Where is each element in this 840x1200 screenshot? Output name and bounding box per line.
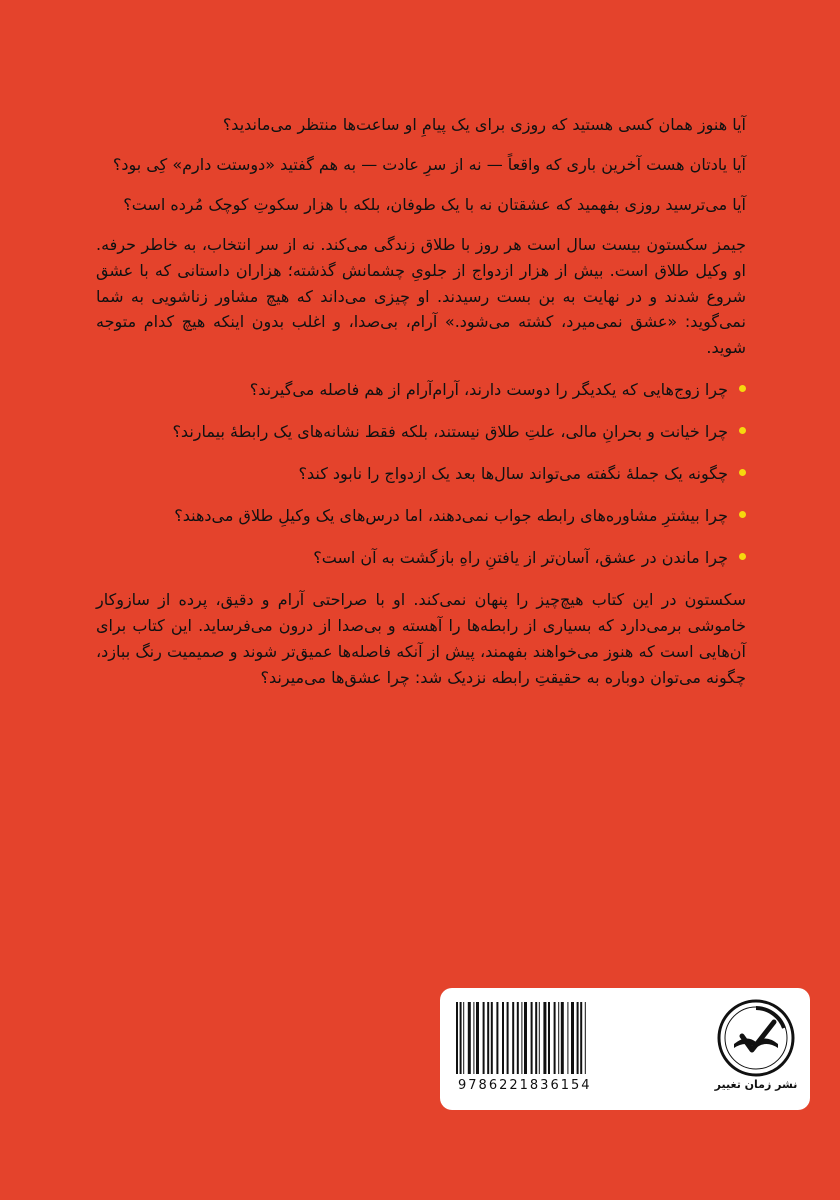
list-item bbox=[96, 461, 746, 487]
barcode-bar bbox=[473, 1002, 474, 1074]
back-cover-text bbox=[96, 112, 746, 706]
barcode-bar bbox=[463, 1002, 464, 1074]
publisher-name: نشر زمان تغییر bbox=[714, 1078, 798, 1091]
barcode-bar bbox=[491, 1002, 493, 1074]
barcode-bar bbox=[487, 1002, 489, 1074]
barcode-bar bbox=[468, 1002, 471, 1074]
question-list bbox=[96, 377, 746, 571]
barcode-bar bbox=[521, 1002, 522, 1074]
barcode-bar bbox=[456, 1002, 458, 1074]
list-item-text: چرا خیانت و بحرانِ مالی، علتِ طلاق نیستند، بلکه فقط نشانه‌های یک رابطه‌ٔ بیمارند؟ bbox=[172, 422, 728, 442]
barcode-bar bbox=[561, 1002, 564, 1074]
book-description: جیمز سکستون بیست سال است هر روز با طلاق زندگی می‌کند. نه از سر انتخاب، به خاطر حرفه. او وکیل طلاق است. بیش از هزار ازدواج از جلویِ چشمانش گذشته؛ هزاران داستانی که با عشق شروع شدند و در نهایت به بن بست رسیدند. او چیزی می‌داند که هیچ مشاور زناشویی به شما نمی‌گوید: «عشق نمی‌میرد، کشته می‌شود.» آرام، بی‌صدا، و اغلب بدون اینکه هیچ کدام متوجه شوید. bbox=[96, 234, 746, 358]
barcode-bar bbox=[580, 1002, 582, 1074]
barcode-bar bbox=[502, 1002, 504, 1074]
list-item-text: چرا زوج‌هایی که یکدیگر را دوست دارند، آرام‌آرام از هم فاصله می‌گیرند؟ bbox=[249, 380, 728, 400]
barcode-bar bbox=[567, 1002, 568, 1074]
barcode-bar bbox=[543, 1002, 546, 1074]
barcode-bar bbox=[585, 1002, 586, 1074]
barcode-bar bbox=[517, 1002, 519, 1074]
bullet-icon bbox=[739, 511, 746, 518]
barcode-bar bbox=[483, 1002, 485, 1074]
barcode-bar bbox=[539, 1002, 540, 1074]
barcode-bar bbox=[535, 1002, 537, 1074]
barcode-bar bbox=[476, 1002, 479, 1074]
list-item-text: چگونه یک جملهٔ نگفته می‌تواند سال‌ها بعد یک ازدواج را نابود کند؟ bbox=[298, 464, 728, 484]
barcode-bar bbox=[460, 1002, 462, 1074]
list-item bbox=[96, 503, 746, 529]
barcode-bar bbox=[496, 1002, 498, 1074]
list-item bbox=[96, 377, 746, 403]
barcode-panel bbox=[440, 988, 810, 1110]
barcode-bar bbox=[531, 1002, 533, 1074]
list-item bbox=[96, 545, 746, 571]
barcode-bar bbox=[554, 1002, 556, 1074]
barcode-bar bbox=[558, 1002, 559, 1074]
bullet-icon bbox=[739, 553, 746, 560]
list-item bbox=[96, 419, 746, 445]
barcode-bar bbox=[512, 1002, 514, 1074]
list-item-text: چرا ماندن در عشق، آسان‌تر از یافتنِ راهِ بازگشت به آن است؟ bbox=[313, 547, 728, 567]
barcode-bar bbox=[524, 1002, 527, 1074]
closing-paragraph: سکستون در این کتاب هیچ‌چیز را پنهان نمی‌کند. او با صراحتی آرام و دقیق، پرده از سازوکار خاموشی برمی‌دارد که بسیاری از رابطه‌ها را آهسته و بی‌صدا از درون می‌فرساید. این کتاب برای آن‌هایی است که هنوز می‌خواهند بفهمند، پیش از آنکه فاصله‌ها عمیق‌تر شوند و صمیمیت رنگ ببازد، چگونه می‌توان دوباره به حقیقتِ رابطه نزدیک شد: چرا عشق‌ها می‌میرند؟ bbox=[96, 589, 746, 687]
bullet-icon bbox=[739, 427, 746, 434]
isbn-number: 9786221836154 bbox=[458, 1078, 592, 1093]
intro-question: آیا هنوز همان کسی هستید که روزی برای یک پیامِ او ساعت‌ها منتظر می‌ماندید؟ bbox=[222, 115, 746, 134]
bullet-icon bbox=[739, 469, 746, 476]
bullet-icon bbox=[739, 385, 746, 392]
barcode-bar bbox=[548, 1002, 550, 1074]
barcode-bar bbox=[507, 1002, 509, 1074]
list-item-text: چرا بیشترِ مشاوره‌های رابطه جواب نمی‌دهند، اما درس‌های یک وکیلِ طلاق می‌دهند؟ bbox=[174, 505, 728, 525]
barcode-bar bbox=[571, 1002, 574, 1074]
barcode bbox=[454, 1002, 700, 1074]
intro-question: آیا می‌ترسید روزی بفهمید که عشقتان نه با یک طوفان، بلکه با هزار سکوتِ کوچک مُرده است؟ bbox=[123, 194, 746, 214]
publisher-logo-icon bbox=[716, 998, 796, 1078]
barcode-bar bbox=[577, 1002, 579, 1074]
intro-question: آیا یادتان هست آخرین باری که واقعاً — نه از سرِ عادت — به هم گفتید «دوستت دارم» کِی بود؟ bbox=[112, 154, 746, 174]
